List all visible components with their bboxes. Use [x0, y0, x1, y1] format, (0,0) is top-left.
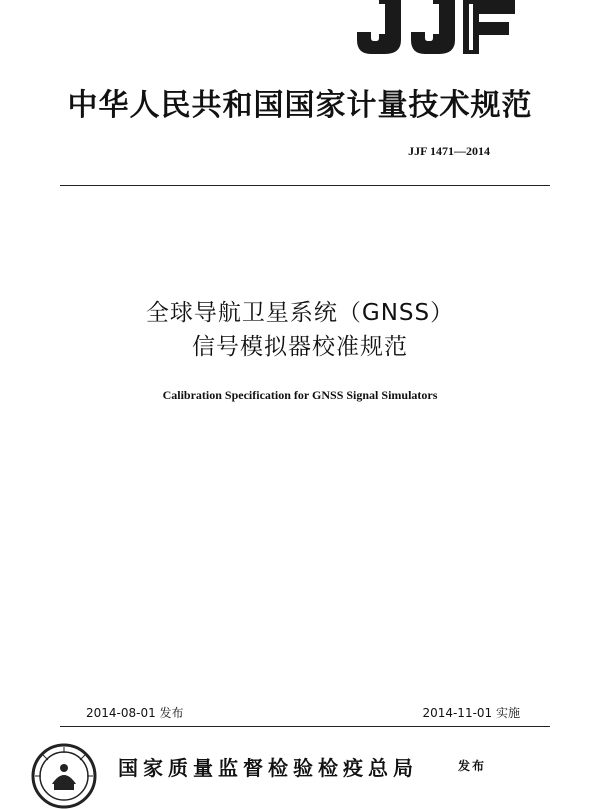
org-title: 中华人民共和国国家计量技术规范 — [67, 88, 533, 123]
issue-date: 2014-08-01 发布 — [86, 706, 184, 720]
main-title — [0, 296, 600, 364]
standard-number: JJF 1471—2014 — [408, 144, 490, 158]
implementation-date: 2014-11-01 实施 — [422, 706, 520, 720]
main-title-line1: 全球导航卫星系统（GNSS） — [145, 300, 455, 326]
publisher-name: 国家质量监督检验检疫总局 — [118, 756, 418, 780]
emblem-icon — [30, 742, 98, 810]
english-title: Calibration Specification for GNSS Signal Simulators — [162, 388, 438, 402]
main-title-line2: 信号模拟器校准规范 — [192, 334, 408, 360]
publish-label: 发布 — [458, 759, 487, 773]
bottom-divider — [60, 726, 550, 727]
jjf-logo — [353, 0, 515, 54]
top-divider — [60, 185, 550, 186]
jjf-logo-graphic — [353, 0, 515, 54]
